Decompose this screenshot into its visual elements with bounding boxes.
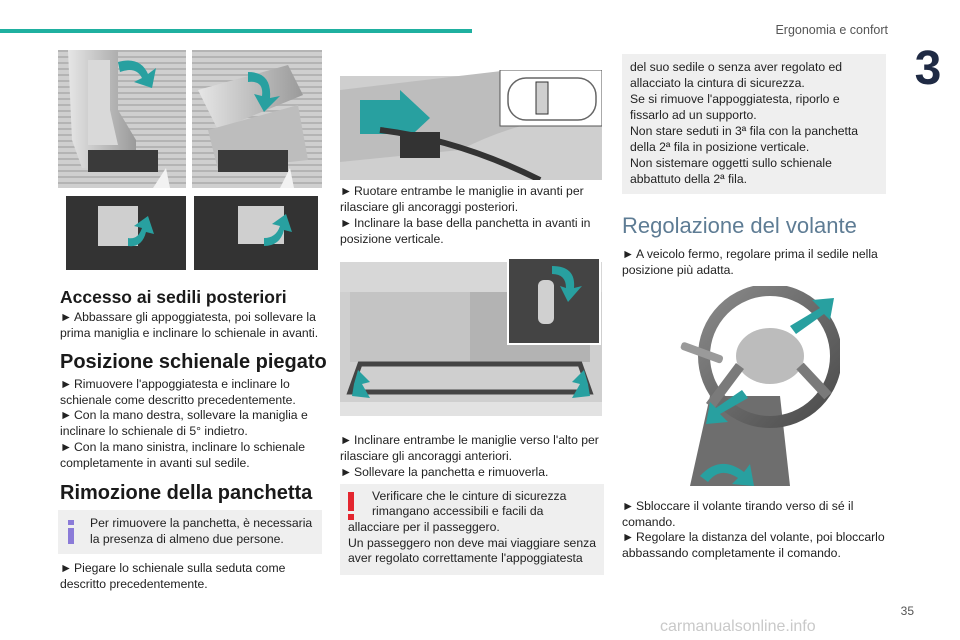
info-note xyxy=(58,510,322,554)
chapter-number: 3 xyxy=(914,42,942,95)
text: Regolare la distanza del volante, poi bloccarlo abbassando completamente il comando. xyxy=(622,530,885,560)
figure-seat-access xyxy=(58,50,322,274)
text: Sbloccare il volante tirando verso di sé il comando. xyxy=(622,499,854,529)
paragraph-tilt-1 xyxy=(340,433,604,464)
paragraph-removal xyxy=(60,561,322,592)
info-note-text: Per rimuovere la panchetta, è necessaria la presenza di almeno due persone. xyxy=(90,516,313,546)
heading-steering-adjustment: Regolazione del volante xyxy=(622,213,857,238)
text: Inclinare entrambe le maniglie verso l'alto per rilasciare gli ancoraggi anteriori. xyxy=(340,433,599,463)
text: Rimuovere l'appoggiatesta e inclinare lo schienale come descritto precedentemente. xyxy=(60,377,296,407)
watermark: carmanualsonline.info xyxy=(660,618,816,635)
warning-line-5: aver regolato correttamente l'appoggiatesta xyxy=(348,551,583,565)
heading-access-rear-seats: Accesso ai sedili posteriori xyxy=(60,287,287,307)
bullet-arrow: ► xyxy=(340,184,353,198)
figure-bench-anchors xyxy=(340,252,602,416)
warning-line-2: rimangano accessibili e facili da xyxy=(372,504,544,518)
text: Sollevare la panchetta e rimuoverla. xyxy=(354,465,549,479)
bullet-arrow: ► xyxy=(622,247,635,261)
warning-note-continued xyxy=(622,54,886,194)
paragraph-steer-3 xyxy=(622,530,888,561)
bullet-arrow: ► xyxy=(60,440,73,454)
text: Ruotare entrambe le maniglie in avanti per rilasciare gli ancoraggi posteriori. xyxy=(340,184,584,214)
bullet-arrow: ► xyxy=(60,377,73,391)
header-accent-bar xyxy=(0,29,472,33)
page-number: 35 xyxy=(900,604,914,618)
text: Con la mano destra, sollevare la maniglia e inclinare lo schienale di 5° indietro. xyxy=(60,408,308,438)
text: A veicolo fermo, regolare prima il sedile nella posizione più adatta. xyxy=(622,247,878,277)
paragraph-rotate-2 xyxy=(340,216,604,247)
figure-steering-wheel xyxy=(670,286,840,486)
warning-cont-1: del suo sedile o senza aver regolato ed allacciato la cintura di sicurezza. xyxy=(630,60,843,90)
bullet-arrow: ► xyxy=(60,561,73,575)
warning-cont-2: Se si rimuove l'appoggiatesta, riporlo e fissarlo ad un supporto. xyxy=(630,92,840,122)
paragraph-access xyxy=(60,310,322,341)
heading-bench-removal: Rimozione della panchetta xyxy=(60,482,313,504)
text: Inclinare la base della panchetta in avanti in posizione verticale. xyxy=(340,216,591,246)
warning-note xyxy=(340,484,604,575)
paragraph-steer-2 xyxy=(622,499,888,530)
bullet-arrow: ► xyxy=(622,530,635,544)
paragraph-steer-1 xyxy=(622,247,888,278)
warning-line-4: Un passeggero non deve mai viaggiare senza xyxy=(348,536,596,550)
bullet-arrow: ► xyxy=(340,465,353,479)
warning-cont-3: Non stare seduti in 3ª fila con la panchetta della 2ª fila in posizione verticale. xyxy=(630,124,859,154)
bullet-arrow: ► xyxy=(622,499,635,513)
paragraph-pos-1 xyxy=(60,377,322,408)
text: Piegare lo schienale sulla seduta come descritto precedentemente. xyxy=(60,561,286,591)
paragraph-rotate-1 xyxy=(340,184,604,215)
text: Con la mano sinistra, inclinare lo schienale completamente in avanti sul sedile. xyxy=(60,440,306,470)
bullet-arrow: ► xyxy=(340,433,353,447)
paragraph-pos-3 xyxy=(60,440,322,471)
figure-rotate-handles xyxy=(340,70,602,180)
warning-line-1: Verificare che le cinture di sicurezza xyxy=(372,489,567,503)
bullet-arrow: ► xyxy=(60,310,73,324)
bullet-arrow: ► xyxy=(340,216,353,230)
heading-folded-backrest: Posizione schienale piegato xyxy=(60,351,327,373)
paragraph-tilt-2 xyxy=(340,465,604,481)
paragraph-pos-2 xyxy=(60,408,322,439)
bullet-arrow: ► xyxy=(60,408,73,422)
warning-icon xyxy=(346,492,356,520)
chapter-tab xyxy=(896,38,960,100)
text: Abbassare gli appoggiatesta, poi sollevare la prima maniglia e inclinare lo schienale in avanti. xyxy=(60,310,319,340)
section-title: Ergonomia e confort xyxy=(775,23,888,37)
warning-cont-4: Non sistemare oggetti sullo schienale abbattuto della 2ª fila. xyxy=(630,156,832,186)
info-icon xyxy=(66,520,76,544)
warning-line-3: allacciare per il passeggero. xyxy=(348,520,500,534)
